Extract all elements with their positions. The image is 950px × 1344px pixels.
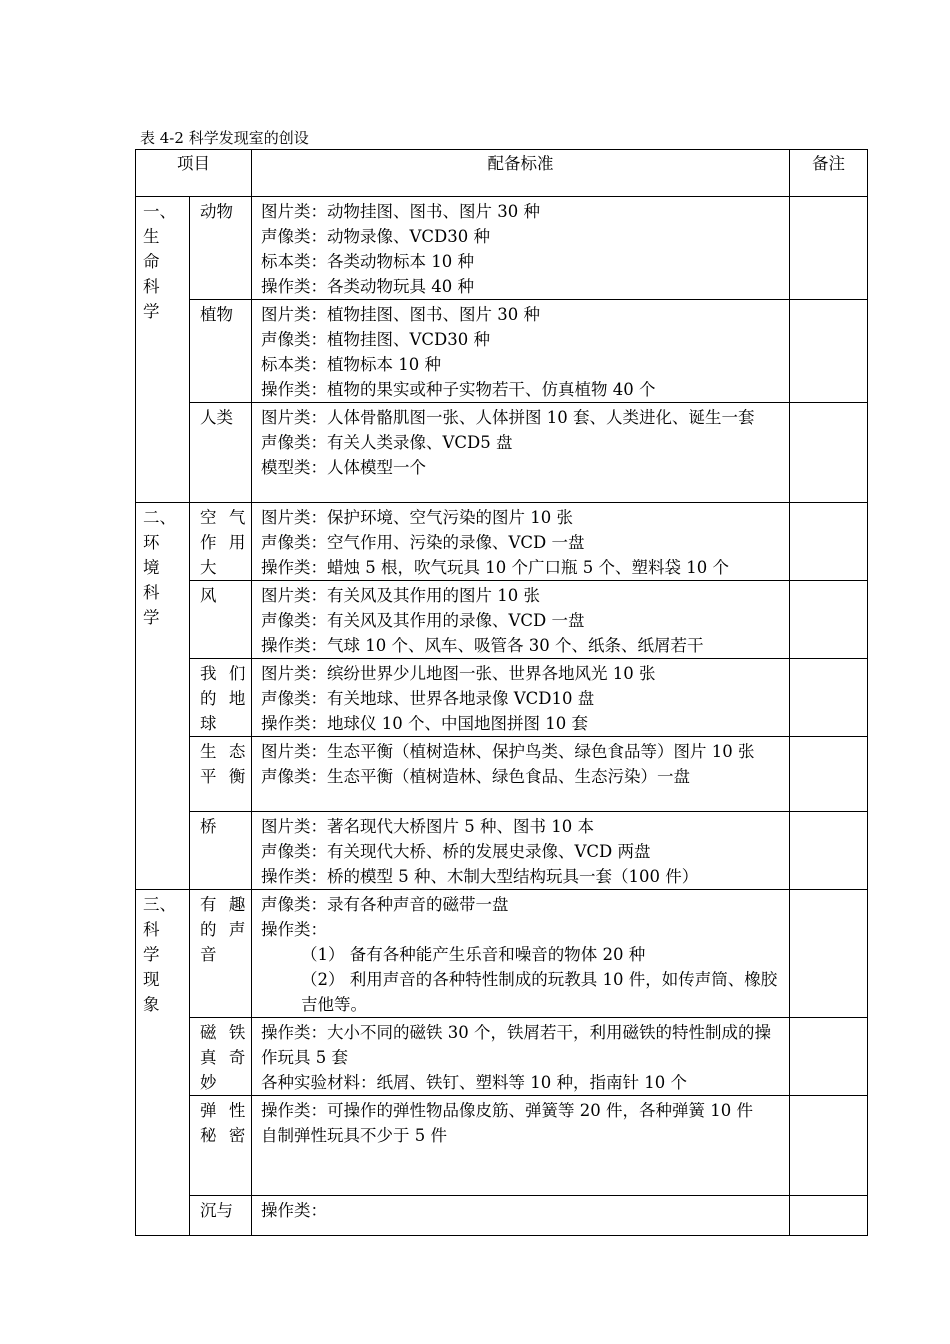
subitem-cell: 人类: [190, 403, 252, 503]
numbered-line-text: （2） 利用声音的各种特性制成的玩教具 10 件，如传声筒、橡胶吉他等。: [301, 970, 778, 1014]
table-row: [136, 737, 868, 812]
standard-cell: [252, 1196, 790, 1236]
standard-line: 声像类：有关现代大桥、桥的发展史录像、VCD 两盘: [261, 842, 651, 861]
standard-line: 操作类：各类动物玩具 40 种: [261, 277, 474, 296]
note-cell: [790, 1196, 868, 1236]
table-caption: 表 4-2 科学发现室的创设: [140, 129, 309, 147]
standard-cell: [252, 403, 790, 503]
table-row: [136, 812, 868, 890]
standard-cell: [252, 1018, 790, 1096]
standard-line: 声像类：植物挂图、VCD30 种: [261, 330, 491, 349]
standard-line: 声像类：有关地球、世界各地录像 VCD10 盘: [261, 689, 595, 708]
standard-line: 标本类：植物标本 10 种: [261, 355, 441, 374]
subitem-cell: 桥: [190, 812, 252, 890]
standard-line: 图片类：生态平衡（植树造林、保护鸟类、绿色食品等）图片 10 张: [261, 742, 755, 761]
table-row: [136, 197, 868, 300]
table-row: [136, 300, 868, 403]
note-cell: [790, 300, 868, 403]
note-cell: [790, 659, 868, 737]
standard-line: 图片类：著名现代大桥图片 5 种、图书 10 本: [261, 817, 594, 836]
note-cell: [790, 581, 868, 659]
header-note: 备注: [790, 150, 868, 197]
category-label: 二、环境科学: [143, 508, 176, 627]
header-item: 项目: [136, 150, 252, 197]
note-cell: [790, 737, 868, 812]
standard-line: 自制弹性玩具不少于 5 件: [261, 1126, 447, 1145]
numbered-line-text: （1） 备有各种能产生乐音和噪音的物体 20 种: [301, 945, 646, 964]
table-header-row: [136, 150, 868, 197]
category-label: 三、科学现象: [143, 895, 176, 1014]
category-label: 一、生命科学: [143, 202, 176, 321]
standard-line: 图片类：植物挂图、图书、图片 30 种: [261, 305, 540, 324]
subitem-cell: 弹性秘密: [190, 1096, 252, 1196]
subitem-cell: 生态平衡: [190, 737, 252, 812]
standard-cell: [252, 812, 790, 890]
standard-cell: [252, 300, 790, 403]
standard-cell: [252, 503, 790, 581]
standard-line: 操作类：蜡烛 5 根，吹气玩具 10 个广口瓶 5 个、塑料袋 10 个: [261, 558, 729, 577]
subitem-cell: 空气作用大: [190, 503, 252, 581]
standard-cell: [252, 581, 790, 659]
table-row: [136, 890, 868, 1018]
standard-line: 操作类：植物的果实或种子实物若干、仿真植物 40 个: [261, 380, 656, 399]
standard-line: 图片类：保护环境、空气污染的图片 10 张: [261, 508, 573, 527]
note-cell: [790, 1096, 868, 1196]
category-cell: [136, 197, 190, 503]
standard-cell: [252, 890, 790, 1018]
subitem-cell: 有趣的声音: [190, 890, 252, 1018]
standard-line: 操作类：桥的模型 5 种、木制大型结构玩具一套（100 件）: [261, 867, 699, 886]
note-cell: [790, 197, 868, 300]
table-row: [136, 581, 868, 659]
subitem-cell: 植物: [190, 300, 252, 403]
subitem-cell: 动物: [190, 197, 252, 300]
numbered-line: [261, 967, 783, 1017]
subitem-cell: 沉与: [190, 1196, 252, 1236]
table-row: [136, 1018, 868, 1096]
table-row: [136, 503, 868, 581]
table-row: [136, 403, 868, 503]
note-cell: [790, 503, 868, 581]
category-cell: [136, 503, 190, 890]
subitem-cell: 磁铁真奇妙: [190, 1018, 252, 1096]
standard-line: 图片类：动物挂图、图书、图片 30 种: [261, 202, 540, 221]
standard-cell: [252, 737, 790, 812]
note-cell: [790, 812, 868, 890]
standard-line: 操作类：大小不同的磁铁 30 个，铁屑若干，利用磁铁的特性制成的操作玩具 5 套: [261, 1023, 771, 1067]
standard-cell: [252, 197, 790, 300]
standard-line: 操作类：可操作的弹性物品像皮筋、弹簧等 20 件，各种弹簧 10 件: [261, 1101, 753, 1120]
standard-line: 图片类：缤纷世界少儿地图一张、世界各地风光 10 张: [261, 664, 656, 683]
standard-line: 声像类：有关风及其作用的录像、VCD 一盘: [261, 611, 585, 630]
table-row: [136, 1096, 868, 1196]
note-cell: [790, 403, 868, 503]
standard-line: 操作类：地球仪 10 个、中国地图拼图 10 套: [261, 714, 588, 733]
category-cell: [136, 890, 190, 1236]
standard-line: 操作类：气球 10 个、风车、吸管各 30 个、纸条、纸屑若干: [261, 636, 704, 655]
standard-line: 声像类：空气作用、污染的录像、VCD 一盘: [261, 533, 585, 552]
numbered-line: [261, 942, 783, 967]
standard-line: 标本类：各类动物标本 10 种: [261, 252, 474, 271]
subitem-cell: 我们的地球: [190, 659, 252, 737]
standard-cell: [252, 1096, 790, 1196]
header-standard: 配备标准: [252, 150, 790, 197]
standard-line: 各种实验材料：纸屑、铁钉、塑料等 10 种，指南针 10 个: [261, 1073, 687, 1092]
standard-line: 图片类：有关风及其作用的图片 10 张: [261, 586, 540, 605]
standard-line: 操作类：: [261, 1201, 327, 1220]
equipment-table: [135, 149, 868, 1236]
note-cell: [790, 1018, 868, 1096]
subitem-cell: 风: [190, 581, 252, 659]
standard-line: 模型类：人体模型一个: [261, 458, 426, 477]
standard-line: 声像类：有关人类录像、VCD5 盘: [261, 433, 513, 452]
standard-line: 图片类：人体骨骼肌图一张、人体拼图 10 套、人类进化、诞生一套: [261, 408, 755, 427]
standard-line: 声像类：录有各种声音的磁带一盘: [261, 895, 509, 914]
standard-cell: [252, 659, 790, 737]
standard-line: 声像类：动物录像、VCD30 种: [261, 227, 491, 246]
table-row: [136, 659, 868, 737]
standard-line: 操作类：: [261, 920, 327, 939]
table-row: [136, 1196, 868, 1236]
note-cell: [790, 890, 868, 1018]
standard-line: 声像类：生态平衡（植树造林、绿色食品、生态污染）一盘: [261, 767, 690, 786]
